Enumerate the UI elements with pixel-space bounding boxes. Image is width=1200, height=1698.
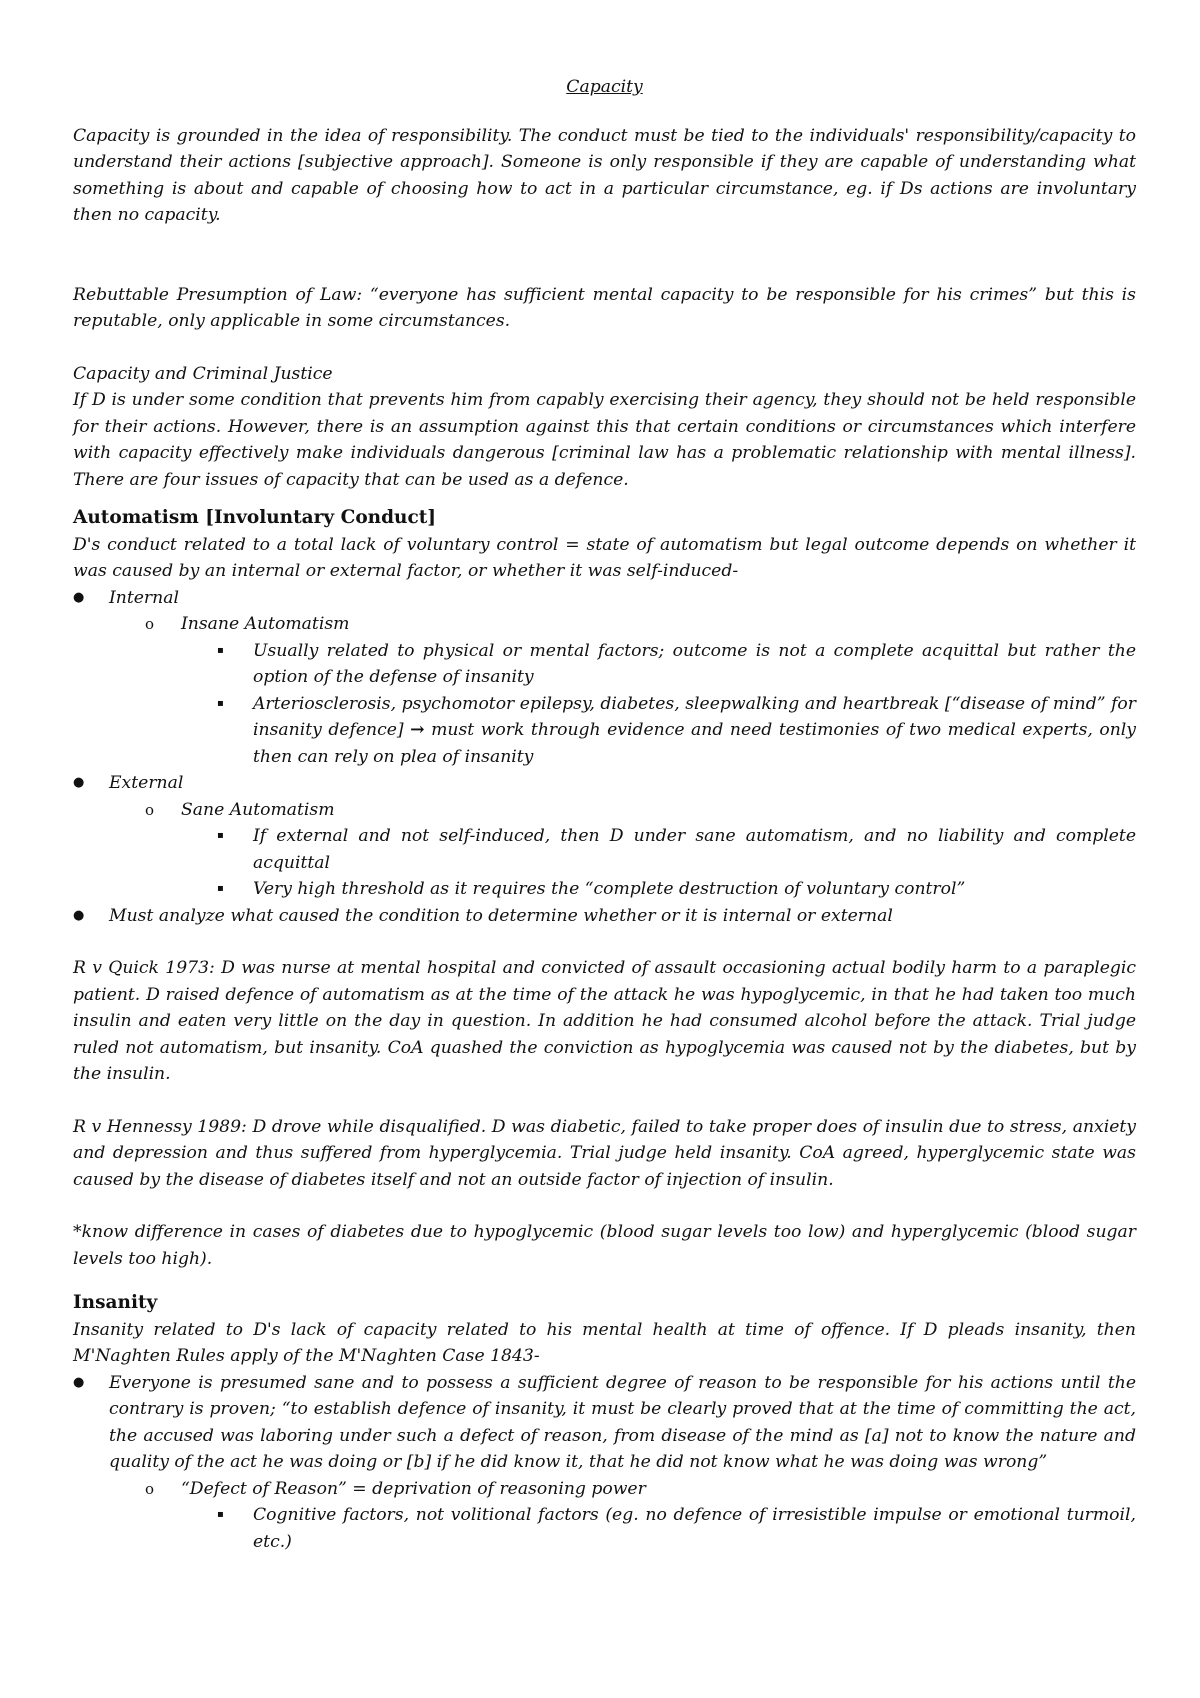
list-item	[217, 1502, 1136, 1555]
sublist	[109, 1476, 1136, 1556]
spacer	[73, 229, 1136, 282]
automatism-intro: D's conduct related to a total lack of voluntary control = state of automatism but legal outcome depends on whether it was caused by an internal or external factor, or whether it was self-induced-	[73, 534, 1136, 581]
list-item-text: Very high threshold as it requires the “complete destruction of voluntary control”	[253, 879, 966, 899]
square-bullet-icon: ▪	[217, 697, 224, 709]
cj-heading: Capacity and Criminal Justice	[73, 363, 333, 384]
sublist	[181, 638, 1136, 771]
list-item-text: “Defect of Reason” = deprivation of reasoning power	[181, 1478, 646, 1499]
list-item	[73, 585, 1136, 771]
arrow-icon: →	[410, 720, 425, 740]
square-bullet-icon: ▪	[217, 1509, 224, 1520]
circle-bullet-icon: o	[145, 615, 155, 633]
bullet-icon: ●	[73, 589, 85, 605]
list-item-text: Arteriosclerosis, psychomotor epilepsy, diabetes, sleepwalking and heartbreak [“disease of mind” for insanity defence]	[253, 693, 1136, 740]
cj-paragraph: If D is under some condition that prevents him from capably exercising their agency, they should not be held responsible for their actions. However, there is an assumption against this that certain conditions or circumstances which interfere with capacity effectively make individuals dangerous [criminal law has a problematic relationship with mental illness]. There are four issues of capacity that can be used as a defence.	[73, 390, 1136, 490]
insanity-list	[73, 1370, 1136, 1556]
sublist	[109, 797, 1136, 903]
intro-paragraph: Capacity is grounded in the idea of responsibility. The conduct must be tied to the individuals' responsibility/capacity to understand their actions [subjective approach]. Someone is only responsible if they are capable of understanding what something is about and capable of choosing how to act in a particular circumstance, eg. if Ds actions are involuntary then no capacity.	[73, 125, 1136, 225]
case-quick: R v Quick 1973: D was nurse at mental hospital and convicted of assault occasioning actual bodily harm to a paraplegic patient. D raised defence of automatism as at the time of the attack he was hypoglycemic, in that he had taken too much insulin and eaten very little on the day in question. In addition he had consumed alcohol before the attack. Trial judge ruled not automatism, but insanity. CoA quashed the conviction as hypoglycemia was caused not by the diabetes, but by the insulin.	[73, 958, 1136, 1084]
circle-bullet-icon: o	[145, 1479, 155, 1498]
list-item	[145, 1476, 1136, 1556]
square-bullet-icon: ▪	[217, 830, 224, 841]
list-item	[145, 797, 1136, 903]
sublist	[181, 1502, 1136, 1555]
list-item-text: Everyone is presumed sane and to possess a sufficient degree of reason to be responsible for his actions until the contrary is proven; “to establish defence of insanity, it must be clearly proved that at the time of committing the act, the accused was laboring under such a defect of reason, from disease of the mind as [a] not to know the nature and quality of the act he was doing or [b] if he did know it, that he did not know what he was doing was wrong”	[109, 1372, 1136, 1472]
list-item	[217, 691, 1136, 771]
list-item-text: If external and not self-induced, then D under sane automatism, and no liability and complete acquittal	[253, 826, 1136, 873]
sublist	[109, 611, 1136, 770]
bullet-icon: ●	[73, 907, 85, 923]
spacer	[73, 929, 1136, 955]
list-item	[217, 823, 1136, 876]
list-item-text: must work through evidence and need testimonies of two medical experts, only then can rely on plea of insanity	[253, 720, 1137, 767]
page-title: Capacity	[566, 77, 643, 97]
presumption-paragraph: Rebuttable Presumption of Law: “everyone has sufficient mental capacity to be responsible for his crimes” but this is reputable, only applicable in some circumstances.	[73, 284, 1136, 331]
automatism-list	[73, 585, 1136, 930]
case-hennessy: R v Hennessy 1989: D drove while disqualified. D was diabetic, failed to take proper does of insulin due to stress, anxiety and depression and thus suffered from hyperglycemia. Trial judge held insanity. CoA agreed, hyperglycemic state was caused by the disease of diabetes itself and not an outside factor of injection of insulin.	[73, 1116, 1136, 1190]
list-item	[73, 1370, 1136, 1556]
sane-automatism-label: Sane Automatism	[181, 799, 335, 820]
list-item-text: Must analyze what caused the condition to determine whether or it is internal or external	[109, 905, 893, 926]
insanity-intro: Insanity related to D's lack of capacity related to his mental health at time of offence. If D pleads insanity, then M'Naghten Rules apply of the M'Naghten Case 1843-	[73, 1319, 1136, 1366]
spacer	[73, 1088, 1136, 1114]
circle-bullet-icon: o	[145, 800, 155, 819]
list-item	[73, 903, 1136, 930]
internal-label: Internal	[109, 587, 179, 608]
diabetes-note: *know difference in cases of diabetes due to hypoglycemic (blood sugar levels too low) and hyperglycemic (blood sugar levels too high).	[73, 1222, 1136, 1269]
insanity-heading: Insanity	[73, 1292, 158, 1313]
list-item	[217, 638, 1136, 691]
list-item-text: Cognitive factors, not volitional factors (eg. no defence of irresistible impulse or emotional turmoil, etc.)	[253, 1505, 1136, 1552]
list-item	[73, 770, 1136, 903]
square-bullet-icon: ▪	[217, 883, 224, 894]
spacer	[73, 335, 1136, 361]
list-item	[217, 876, 1136, 903]
spacer	[73, 1193, 1136, 1219]
external-label: External	[109, 773, 184, 793]
bullet-icon: ●	[73, 1374, 85, 1390]
insane-automatism-label: Insane Automatism	[181, 614, 350, 634]
bullet-icon: ●	[73, 775, 85, 790]
automatism-heading: Automatism [Involuntary Conduct]	[73, 507, 437, 528]
square-bullet-icon: ▪	[217, 644, 224, 656]
list-item	[145, 611, 1136, 770]
sublist	[181, 823, 1136, 903]
list-item-text: Usually related to physical or mental factors; outcome is not a complete acquittal but rather the option of the defense of insanity	[253, 640, 1136, 687]
